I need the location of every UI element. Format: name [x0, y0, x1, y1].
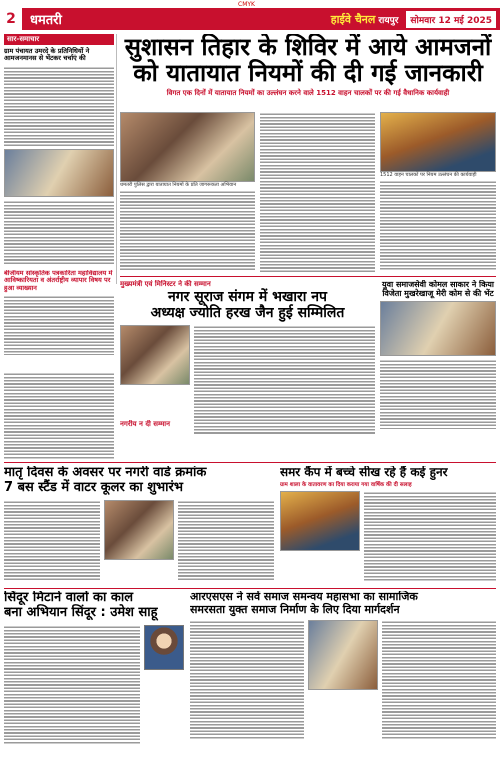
lead-headline-2: को यातायात नियमों की दी गई जानकारी [133, 59, 483, 87]
article-text [178, 500, 274, 580]
lead-right-body [380, 112, 496, 272]
story-rss [190, 591, 496, 757]
story3-headline: युवा समाजसेवी कोमल साकार ने किया विजेता मुखरेखाजू मेरी कोम से की भेंट [382, 280, 494, 299]
section-rule [120, 276, 496, 277]
left-mid-story [4, 270, 114, 370]
lead-caption-2: 1512 वाहन चालकों पर नियम उल्लंघन की कार्यवाही [380, 172, 477, 178]
story2-headline-1: नगर सूराज संगम में भखारा नप [167, 289, 328, 305]
story2-subhead: नगरीय न दी सम्मान [120, 420, 170, 428]
story6-headline-2: बना अभियान सिंदूर : उमेश साहू [4, 604, 158, 620]
story4-headline-2: 7 बस स्टैंड में वाटर कूलर का शुभारंभ [4, 479, 184, 495]
article-text [120, 190, 255, 270]
left-lower-story [4, 372, 114, 460]
story4-photo [104, 500, 174, 560]
article-text [4, 500, 100, 580]
story5-headline: समर कैंप में बच्चे सीख रहे हैं कई हुनर [280, 466, 448, 479]
article-text [194, 325, 375, 435]
section-title: धमतरी [30, 13, 62, 28]
article-text [380, 180, 496, 270]
lead-caption-1: धमतरी पुलिस द्वारा यातायात नियमों के प्रति जागरूकता अभियान [120, 182, 237, 188]
lead-left-body [120, 112, 255, 272]
story3-photo [380, 301, 496, 356]
story7-photo [308, 620, 378, 690]
masthead-name: हाईवे चैनल [330, 12, 376, 26]
article-text [4, 200, 114, 264]
column-divider [116, 34, 117, 284]
article-text [4, 295, 114, 355]
article-text [380, 359, 496, 429]
portrait-photo [144, 625, 184, 670]
section-rule [4, 462, 496, 463]
masthead [331, 12, 399, 27]
page-number: 2 [0, 8, 22, 30]
lead-strap: विगत एक दिनों में यातायात नियमों का उल्लंघन करने वाले 1512 वाहन चालकों पर की गई वैधानिक कार्यवाही [166, 89, 450, 97]
issue-date: सोमवार 12 मई 2025 [406, 11, 496, 28]
lead-headline-1: सुशासन तिहार के शिविर में आये आमजनों [124, 34, 492, 61]
story4-headline-1: मातृ दिवस के अवसर पर नगरी वार्ड क्रमांक [4, 466, 207, 480]
section-rule [4, 588, 496, 589]
story-nagar-sangam [120, 280, 375, 440]
lead-photo-2 [380, 112, 496, 172]
article-text [382, 620, 496, 740]
story-sindoor [4, 591, 184, 757]
story7-headline-2: समरसता युक्त समाज निर्माण के लिए दिया मार्गदर्शन [190, 602, 400, 616]
page-header [0, 8, 500, 30]
story5-photo [280, 491, 360, 551]
left-column-top [4, 34, 114, 264]
article-photo [4, 149, 114, 197]
story2-photo [120, 325, 190, 385]
article-text [4, 66, 114, 146]
article-text [260, 112, 375, 272]
story-summer-camp [280, 466, 496, 586]
story2-headline-2: अध्यक्ष ज्योति हरख जैन हुई सम्मिलित [150, 305, 345, 322]
lead-photo-1 [120, 112, 255, 182]
story-yuva-samajsevi [380, 280, 496, 440]
article-text [4, 625, 140, 745]
news-brief-label: सार-समाचार [4, 34, 114, 45]
story7-headline-1: आरएसएस ने सर्व समाज समन्वय महासभा का सामाजिक [190, 591, 418, 603]
masthead-city: रायपुर [378, 15, 399, 26]
story6-headline-1: सिंदूर मिटाने वालों का काल [4, 591, 134, 605]
article-text [364, 491, 496, 581]
left-top-headline: ग्राम पंचायत उमरदे के प्रतिनिधियों ने आमजनमानस से भेंटकर चर्चाएं की [4, 47, 90, 63]
article-text [190, 620, 304, 740]
cmyk-mark: CMYK [238, 1, 255, 8]
story2-label: मुख्यमंत्री एवं मिनिस्टर ने की सम्मान [120, 280, 211, 288]
lead-mid-body [260, 112, 375, 272]
left-mid-headline: बीजीयम सांस्कृतिक पत्रकारिता महाविद्यालय में आविष्कारियता व अंतर्राष्ट्रीय व्यापार विषय पर हुआ व्याख्यान [4, 270, 113, 292]
article-text [4, 372, 114, 460]
story5-label: ग्राम शाला के वातावरण का दिया कराया गया वार्षिक की दी सलाह [280, 481, 412, 488]
story-water-cooler [4, 466, 274, 586]
story2-subhead-box [120, 420, 375, 450]
